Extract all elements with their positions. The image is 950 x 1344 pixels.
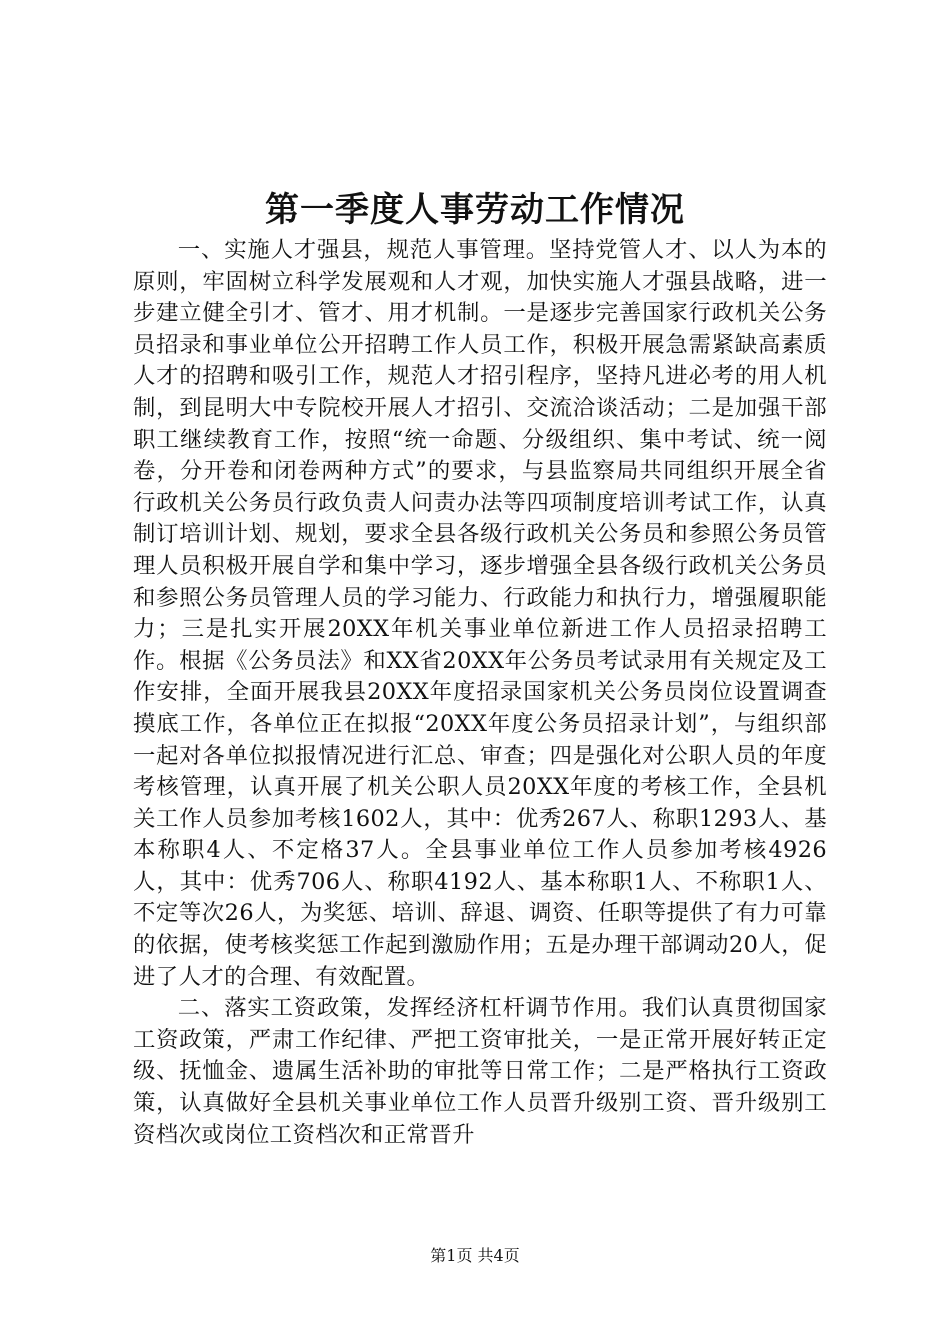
document-title: 第一季度人事劳动工作情况: [265, 190, 685, 230]
paragraph-talent-management: 一、实施人才强县，规范人事管理。坚持党管人才、以人为本的原则，牢固树立科学发展观和人才观，加快实施人才强县战略，进一步建立健全引才、管才、用才机制。一是逐步完善国家行政机关公务员招录和事业单位公开招聘工作人员工作，积极开展急需紧缺高素质人才的招聘和吸引工作，规范人才招引程序，坚持凡进必考的用人机制，到昆明大中专院校开展人才招引、交流洽谈活动；二是加强干部职工继续教育工作，按照“统一命题、分级组织、集中考试、统一阅卷，分开卷和闭卷两种方式”的要求，与县监察局共同组织开展全省行政机关公务员行政负责人问责办法等四项制度培训考试工作，认真制订培训计划、规划，要求全县各级行政机关公务员和参照公务员管理人员积极开展自学和集中学习，逐步增强全县各级行政机关公务员和参照公务员管理人员的学习能力、行政能力和执行力，增强履职能力；三是扎实开展20XX年机关事业单位新进工作人员招录招聘工作。根据《公务员法》和XX省20XX年公务员考试录用有关规定及工作安排，全面开展我县20XX年度招录国家机关公务员岗位设置调查摸底工作，各单位正在拟报“20XX年度公务员招录计划”，与组织部一起对各单位拟报情况进行汇总、审查；四是强化对公职人员的年度考核管理，认真开展了机关公职人员20XX年度的考核工作，全县机关工作人员参加考核1602人，其中：优秀267人、称职1293人、基本称职4人、不定格37人。全县事业单位工作人员参加考核4926人，其中：优秀706人、称职4192人、基本称职1人、不称职1人、不定等次26人，为奖惩、培训、辞退、调资、任职等提供了有力可靠的依据，使考核奖惩工作起到激励作用；五是办理干部调动20人，促进了人才的合理、有效配置。: [133, 237, 827, 990]
document-body: [133, 235, 827, 1151]
page-number-footer: 第1页 共4页: [430, 1246, 520, 1265]
paragraph-wage-policy: 二、落实工资政策，发挥经济杠杆调节作用。我们认真贯彻国家工资政策，严肃工作纪律、严把工资审批关，一是正常开展好转正定级、抚恤金、遗属生活补助的审批等日常工作；二是严格执行工资政策，认真做好全县机关事业单位工作人员晋升级别工资、晋升级别工资档次或岗位工资档次和正常晋升: [133, 995, 827, 1148]
